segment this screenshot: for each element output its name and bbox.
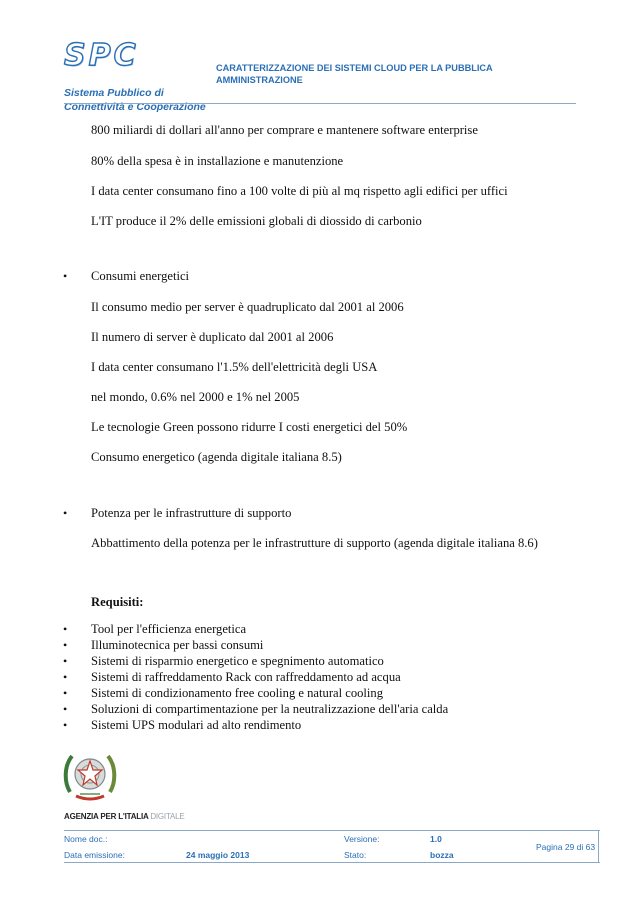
section-heading-power: Potenza per le infrastrutture di supporto <box>91 506 292 520</box>
footer-top-rule <box>64 830 600 831</box>
section-heading-energy: Consumi energetici <box>91 269 190 283</box>
document-title-line2: AMMINISTRAZIONE <box>216 75 303 85</box>
requirement-item: Sistemi UPS modulari ad alto rendimento <box>91 718 302 732</box>
spc-logo: SPC <box>64 38 139 73</box>
bullet-icon: • <box>63 269 68 283</box>
status-value: bozza <box>430 850 454 860</box>
status-label: Stato: <box>344 850 367 860</box>
energy-line: Il numero di server è duplicato dal 2001 al 2006 <box>91 330 334 344</box>
energy-line: Il consumo medio per server è quadruplicato dal 2001 al 2006 <box>91 300 404 314</box>
bullet-icon: • <box>63 686 68 700</box>
requirements-title: Requisiti: <box>91 595 144 609</box>
italian-republic-emblem-icon <box>62 744 118 804</box>
footer-divider <box>598 830 599 862</box>
header-rule <box>64 103 576 104</box>
power-line: Abbattimento della potenza per le infrastrutture di supporto (agenda digitale italiana 8.6) <box>91 536 538 550</box>
doc-name-label: Nome doc.: <box>64 834 108 844</box>
bullet-icon: • <box>63 718 68 732</box>
energy-line: nel mondo, 0.6% nel 2000 e 1% nel 2005 <box>91 390 300 404</box>
agency-name <box>64 812 185 821</box>
requirement-item: Sistemi di condizionamento free cooling e natural cooling <box>91 686 384 700</box>
intro-line: L'IT produce il 2% delle emissioni globali di diossido di carbonio <box>91 214 422 228</box>
bullet-icon: • <box>63 654 68 668</box>
footer-bottom-rule <box>64 862 600 863</box>
agency-name-bold: AGENZIA PER L'ITALIA <box>64 812 149 821</box>
header-subtitle-line1: Sistema Pubblico di <box>64 87 164 99</box>
version-label: Versione: <box>344 834 380 844</box>
intro-line: 80% della spesa è in installazione e manutenzione <box>91 154 344 168</box>
agency-name-light: DIGITALE <box>150 812 185 821</box>
intro-line: 800 miliardi di dollari all'anno per comprare e mantenere software enterprise <box>91 123 478 137</box>
intro-line: I data center consumano fino a 100 volte di più al mq rispetto agli edifici per uffici <box>91 184 508 198</box>
page-number: Pagina 29 di 63 <box>536 842 596 852</box>
header-subtitle <box>64 86 206 114</box>
requirement-item: Soluzioni di compartimentazione per la neutralizzazione dell'aria calda <box>91 702 449 716</box>
version-value: 1.0 <box>430 834 442 844</box>
header-subtitle-line2: Connettività e Cooperazione <box>64 101 206 113</box>
bullet-icon: • <box>63 506 68 520</box>
bullet-icon: • <box>63 638 68 652</box>
requirement-item: Illuminotecnica per bassi consumi <box>91 638 264 652</box>
document-title <box>216 62 546 86</box>
energy-line: I data center consumano l'1.5% dell'elettricità degli USA <box>91 360 378 374</box>
requirement-item: Sistemi di raffreddamento Rack con raffreddamento ad acqua <box>91 670 401 684</box>
requirement-item: Sistemi di risparmio energetico e spegnimento automatico <box>91 654 384 668</box>
bullet-icon: • <box>63 702 68 716</box>
bullet-icon: • <box>63 622 68 636</box>
bullet-icon: • <box>63 670 68 684</box>
energy-line: Le tecnologie Green possono ridurre I costi energetici del 50% <box>91 420 408 434</box>
date-value: 24 maggio 2013 <box>186 850 250 860</box>
energy-line: Consumo energetico (agenda digitale italiana 8.5) <box>91 450 342 464</box>
document-title-line1: CARATTERIZZAZIONE DEI SISTEMI CLOUD PER LA PUBBLICA <box>216 63 493 73</box>
date-label: Data emissione: <box>64 850 125 860</box>
requirement-item: Tool per l'efficienza energetica <box>91 622 247 636</box>
